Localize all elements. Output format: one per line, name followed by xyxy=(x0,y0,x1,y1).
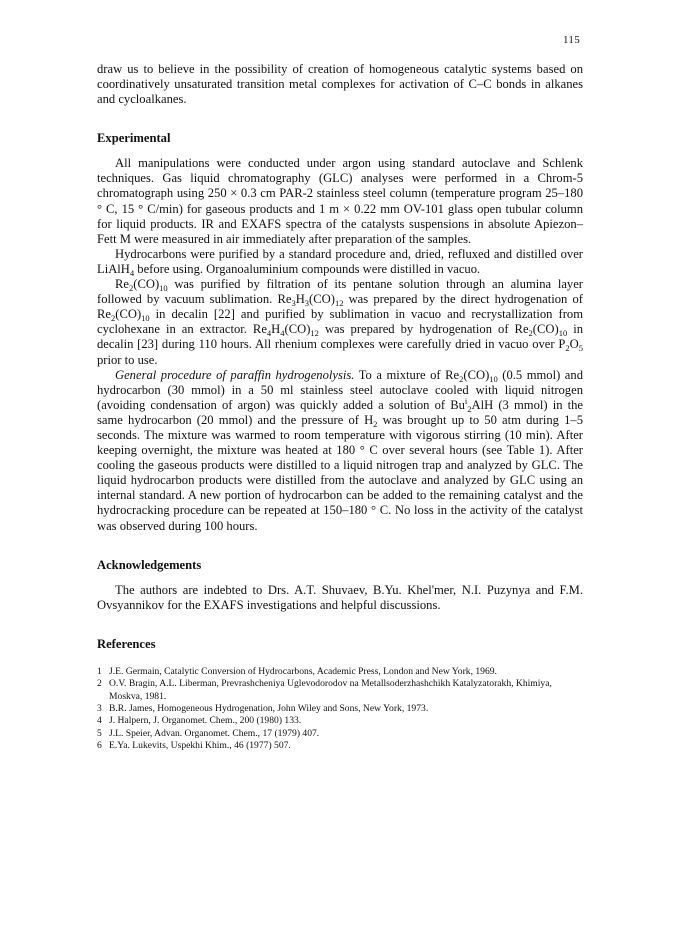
reference-item: 4 J. Halpern, J. Organomet. Chem., 200 (1980) 133. xyxy=(97,715,302,727)
reference-item: 1 J.E. Germain, Catalytic Conversion of Hydrocarbons, Academic Press, London and New York, 1969. xyxy=(97,665,497,677)
page-body xyxy=(97,62,583,753)
experimental-paragraph-1: All manipulations were conducted under argon using standard autoclave and Schlenk techniques. Gas liquid chromatography (GLC) analyses were performed in a Chrom-5 chromatograph using 250 × 0.3 cm PAR-2 stainless steel column (temperature program 25–180 ° C, 15 ° C/min) for gaseous products and 1 m × 0.22 mm OV-101 glass open tubular column for liquid products. IR and EXAFS spectra of the catalysts suspensions in absolute Apiezon–Fett M were measured in air immediately after preparation of the samples. xyxy=(97,156,583,246)
references-heading: References xyxy=(97,636,156,651)
reference-item: 6 E.Ya. Lukevits, Uspekhi Khim., 46 (1977) 507. xyxy=(97,740,291,752)
experimental-heading: Experimental xyxy=(97,131,171,146)
acknowledgements-heading: Acknowledgements xyxy=(97,557,202,572)
procedure-title: General procedure of paraffin hydrogenolysis. xyxy=(115,367,355,382)
page-number: 115 xyxy=(563,34,580,46)
intro-paragraph: draw us to believe in the possibility of creation of homogeneous catalytic systems based on coordinatively unsaturated transition metal complexes for activation of C–C bonds in alkanes and cycloalkanes. xyxy=(97,62,583,107)
references-list xyxy=(97,666,583,753)
reference-item: 5 J.L. Speier, Advan. Organomet. Chem., 17 (1979) 407. xyxy=(97,727,320,739)
experimental-paragraph-2: Hydrocarbons were purified by a standard procedure and, dried, refluxed and distilled over LiAlH$_4$ before using. Organoaluminium compounds were distilled in vacuo. xyxy=(97,246,583,278)
experimental-paragraph-4: General procedure of paraffin hydrogenolysis. To a mixture of $Re_2(CO)_{10}$ (0.5 mmol) and hydrocarbon (30 mmol) in a 50 ml stainless steel autoclave cooled with liquid nitrogen (avoiding condensation of argon) was quickly added a solution of $Bu^i_2AlH$ (3 mmol) in the same hydrocarbon (20 mmol) and the pressure of $H_2$ was brought up to 50 atm during 1–5 seconds. The mixture was warmed to room temperature with vigorous stirring (10 min). After keeping overnight, the mixture was heated at 180 ° C over several hours (see Table 1). After cooling the gaseous products were distilled to a liquid nitrogen trap and analyzed by GLC. The liquid hydrocarbon products were distilled from the autoclave and analyzed by GLC using an internal standard. A new portion of hydrocarbon can be added to the remaining catalyst and the hydrocracking procedure can be repeated at 150–180 ° C. No loss in the activity of the catalyst was observed during 100 hours. xyxy=(97,367,583,533)
experimental-paragraph-3: $Re_2(CO)_{10}$ was purified by filtration of its pentane solution through an alumina layer followed by vacuum sublimation. $Re_3H_3(CO)_{12}$ was prepared by the direct hydrogenation of $Re_2(CO)_{10}$ in decalin [22] and purified by sublimation in vacuo and recrystallization from cyclohexane in an extractor. $Re_4H_4(CO)_{12}$ was prepared by hydrogenation of $Re_2(CO)_{10}$ in decalin [23] during 110 hours. All rhenium complexes were carefully dried in vacuo over $P_2O_5$ prior to use. xyxy=(97,277,584,367)
acknowledgements-paragraph: The authors are indebted to Drs. A.T. Shuvaev, B.Yu. Khel'mer, N.I. Puzynya and F.M. Ovsyannikov for the EXAFS investigations and helpful discussions. xyxy=(97,582,583,612)
reference-item: 3 B.R. James, Homogeneous Hydrogenation, John Wiley and Sons, New York, 1973. xyxy=(97,703,429,715)
reference-item: 2 O.V. Bragin, A.L. Liberman, Prevrashcheniya Uglevodorodov na Metallsoderzhashchikh Katalyzatorakh, Khimiya, Moskva, 1981. xyxy=(97,678,552,702)
